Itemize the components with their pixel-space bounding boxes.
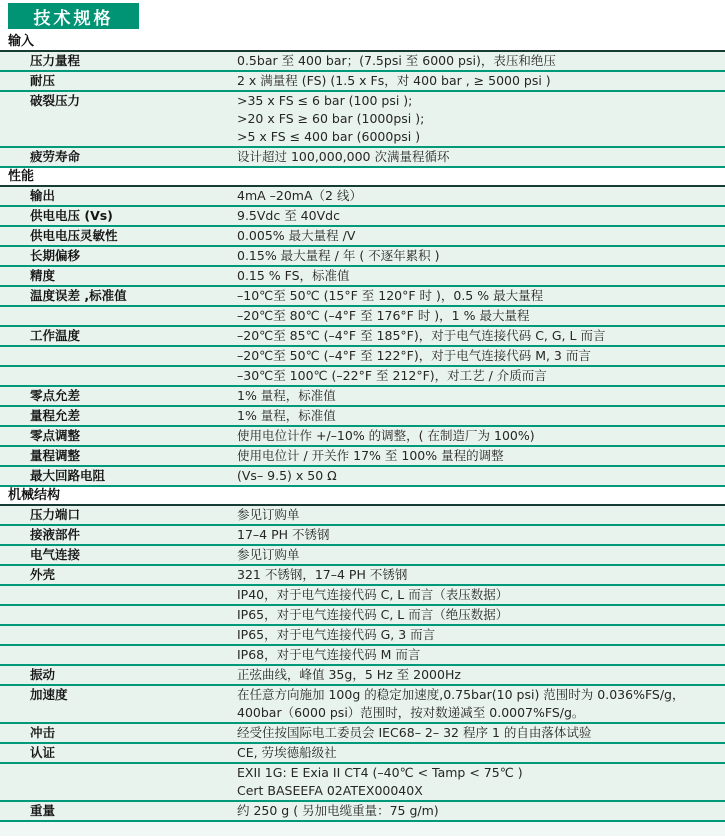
spec-row bbox=[0, 247, 725, 267]
spec-row bbox=[0, 606, 725, 626]
spec-value-line: –20℃至 50℃ (–4°F 至 122°F)，对于电气连接代码 M, 3 而言 bbox=[237, 348, 591, 363]
spec-value-line: –20℃至 80℃ (–4°F 至 176°F 时 )，1 % 最大量程 bbox=[237, 308, 530, 323]
spec-value-line: 4mA –20mA（2 线） bbox=[237, 188, 362, 203]
spec-value-line: –30℃至 100℃ (–22°F 至 212°F)，对工艺 / 介质而言 bbox=[237, 368, 547, 383]
spec-label: 最大回路电阻 bbox=[30, 468, 106, 483]
spec-value-line: Cert BASEEFA 02ATEX00040X bbox=[237, 783, 423, 798]
spec-value bbox=[237, 347, 725, 365]
spec-label: 电气连接 bbox=[30, 547, 81, 562]
spec-label: 量程调整 bbox=[30, 448, 81, 463]
spec-value bbox=[237, 646, 725, 664]
spec-value-line: 约 250 g ( 另加电缆重量：75 g/m) bbox=[237, 803, 439, 818]
spec-label: 耐压 bbox=[30, 73, 56, 88]
spec-value bbox=[237, 267, 725, 285]
spec-label: 外壳 bbox=[30, 567, 56, 582]
spec-value bbox=[237, 367, 725, 385]
spec-value bbox=[237, 506, 725, 524]
spec-value bbox=[237, 447, 725, 465]
spec-value bbox=[237, 407, 725, 425]
spec-value bbox=[237, 586, 725, 604]
spec-value bbox=[237, 526, 725, 544]
spec-value bbox=[237, 72, 725, 90]
spec-label: 接液部件 bbox=[30, 527, 81, 542]
spec-label: 输出 bbox=[30, 188, 56, 203]
spec-value bbox=[237, 387, 725, 405]
spec-value bbox=[237, 686, 725, 722]
spec-value-line: 经受住按国际电工委员会 IEC68– 2– 32 程序 1 的自由落体试验 bbox=[237, 725, 592, 740]
page-title: 技术规格 bbox=[33, 8, 114, 29]
spec-label: 供电电压灵敏性 bbox=[30, 228, 118, 243]
spec-row bbox=[0, 646, 725, 666]
spec-row bbox=[0, 666, 725, 686]
footer-band bbox=[0, 822, 725, 836]
spec-value-line: 400bar（6000 psi）范围时，按对数递减至 0.0007%FS/g。 bbox=[237, 705, 585, 720]
spec-row bbox=[0, 267, 725, 287]
spec-row bbox=[0, 427, 725, 447]
spec-row bbox=[0, 52, 725, 72]
spec-row bbox=[0, 467, 725, 487]
spec-label: 认证 bbox=[30, 745, 56, 760]
spec-row bbox=[0, 227, 725, 247]
spec-value-line: IP68，对于电气连接代码 M 而言 bbox=[237, 647, 421, 662]
spec-row bbox=[0, 287, 725, 307]
spec-label: 供电电压 (Vs) bbox=[30, 208, 113, 223]
spec-value-line: 321 不锈钢，17–4 PH 不锈钢 bbox=[237, 567, 408, 582]
spec-value-line: IP65，对于电气连接代码 C, L 而言（绝压数据） bbox=[237, 607, 509, 622]
spec-label: 压力量程 bbox=[30, 53, 81, 68]
spec-value bbox=[237, 546, 725, 564]
spec-label: 冲击 bbox=[30, 725, 56, 740]
spec-row bbox=[0, 724, 725, 744]
spec-label: 工作温度 bbox=[30, 328, 81, 343]
spec-row bbox=[0, 546, 725, 566]
spec-value bbox=[237, 247, 725, 265]
spec-label: 温度误差 ,标准值 bbox=[30, 288, 127, 303]
spec-row bbox=[0, 367, 725, 387]
spec-value-line: IP40，对于电气连接代码 C, L 而言（表压数据） bbox=[237, 587, 509, 602]
spec-row bbox=[0, 307, 725, 327]
spec-value-line: –20℃至 85℃ (–4°F 至 185°F)，对于电气连接代码 C, G, L 而言 bbox=[237, 328, 606, 343]
spec-value-line: 0.15 % FS，标准值 bbox=[237, 268, 350, 283]
spec-value-line: –10℃至 50℃ (15°F 至 120°F 时 )，0.5 % 最大量程 bbox=[237, 288, 544, 303]
spec-value bbox=[237, 802, 725, 820]
spec-row bbox=[0, 148, 725, 168]
spec-value-line: 在任意方向施加 100g 的稳定加速度,0.75bar(10 psi) 范围时为 0.036%FS/g， bbox=[237, 687, 685, 702]
spec-value bbox=[237, 52, 725, 70]
spec-row bbox=[0, 626, 725, 646]
spec-value-line: 2 x 满量程 (FS) (1.5 x Fs，对 400 bar , ≥ 5000 psi ) bbox=[237, 73, 551, 88]
spec-value-line: 使用电位计 / 开关作 17% 至 100% 量程的调整 bbox=[237, 448, 504, 463]
spec-row bbox=[0, 187, 725, 207]
spec-value-line: 正弦曲线，峰值 35g，5 Hz 至 2000Hz bbox=[237, 667, 461, 682]
spec-value bbox=[237, 227, 725, 245]
spec-value bbox=[237, 187, 725, 205]
spec-row bbox=[0, 802, 725, 822]
spec-row bbox=[0, 447, 725, 467]
spec-value-line: IP65，对于电气连接代码 G, 3 而言 bbox=[237, 627, 436, 642]
spec-table bbox=[0, 34, 725, 822]
spec-value-line: 参见订购单 bbox=[237, 507, 300, 522]
spec-value-line: 设计超过 100,000,000 次满量程循环 bbox=[237, 149, 450, 164]
spec-row bbox=[0, 92, 725, 148]
spec-label: 压力端口 bbox=[30, 507, 81, 522]
spec-row bbox=[0, 72, 725, 92]
spec-value bbox=[237, 606, 725, 624]
page-title-banner bbox=[8, 3, 139, 29]
spec-row bbox=[0, 407, 725, 427]
spec-row bbox=[0, 387, 725, 407]
spec-label: 疲劳寿命 bbox=[30, 149, 81, 164]
spec-value bbox=[237, 92, 725, 146]
spec-value bbox=[237, 207, 725, 225]
spec-value-line: 1% 量程，标准值 bbox=[237, 388, 336, 403]
spec-row bbox=[0, 566, 725, 586]
spec-value bbox=[237, 626, 725, 644]
spec-row bbox=[0, 327, 725, 347]
spec-value bbox=[237, 467, 725, 485]
spec-label: 加速度 bbox=[30, 687, 68, 702]
spec-value bbox=[237, 287, 725, 305]
spec-label: 长期偏移 bbox=[30, 248, 81, 263]
spec-sheet-page bbox=[0, 3, 725, 836]
spec-row bbox=[0, 744, 725, 764]
spec-row bbox=[0, 347, 725, 367]
spec-label: 零点调整 bbox=[30, 428, 81, 443]
spec-label: 重量 bbox=[30, 803, 56, 818]
spec-value-line: 参见订购单 bbox=[237, 547, 300, 562]
spec-row bbox=[0, 207, 725, 227]
spec-row bbox=[0, 586, 725, 606]
spec-value bbox=[237, 148, 725, 166]
spec-value-line: >35 x FS ≤ 6 bar (100 psi ); bbox=[237, 93, 413, 108]
spec-value bbox=[237, 724, 725, 742]
spec-row bbox=[0, 764, 725, 802]
spec-value bbox=[237, 427, 725, 445]
spec-value-line: 0.15% 最大量程 / 年 ( 不逐年累积 ) bbox=[237, 248, 440, 263]
spec-value bbox=[237, 666, 725, 684]
spec-value bbox=[237, 764, 725, 800]
spec-value-line: 17–4 PH 不锈钢 bbox=[237, 527, 330, 542]
spec-value-line: 使用电位计作 +/–10% 的调整，( 在制造厂为 100%) bbox=[237, 428, 535, 443]
spec-label: 振动 bbox=[30, 667, 56, 682]
spec-row bbox=[0, 686, 725, 724]
spec-row bbox=[0, 526, 725, 546]
spec-value-line: CE, 劳埃德船级社 bbox=[237, 745, 337, 760]
spec-row bbox=[0, 506, 725, 526]
spec-value-line: 1% 量程，标准值 bbox=[237, 408, 336, 423]
spec-value bbox=[237, 566, 725, 584]
section-header: 性能 bbox=[0, 169, 725, 187]
spec-label: 零点允差 bbox=[30, 388, 81, 403]
spec-value bbox=[237, 307, 725, 325]
spec-value-line: (Vs– 9.5) x 50 Ω bbox=[237, 468, 337, 483]
spec-value-line: 0.5bar 至 400 bar；(7.5psi 至 6000 psi)，表压和绝压 bbox=[237, 53, 556, 68]
section-header: 输入 bbox=[0, 34, 725, 52]
spec-value-line: 9.5Vdc 至 40Vdc bbox=[237, 208, 340, 223]
spec-label: 量程允差 bbox=[30, 408, 81, 423]
spec-label: 破裂压力 bbox=[30, 93, 81, 108]
spec-value bbox=[237, 744, 725, 762]
spec-value-line: >20 x FS ≥ 60 bar (1000psi ); bbox=[237, 111, 425, 126]
spec-value-line: >5 x FS ≤ 400 bar (6000psi ) bbox=[237, 129, 421, 144]
spec-value bbox=[237, 327, 725, 345]
section-header: 机械结构 bbox=[0, 488, 725, 506]
spec-label: 精度 bbox=[30, 268, 56, 283]
spec-value-line: EXII 1G: E Exia II CT4 (–40℃ < Tamp < 75℃ ) bbox=[237, 765, 523, 780]
spec-value-line: 0.005% 最大量程 /V bbox=[237, 228, 356, 243]
